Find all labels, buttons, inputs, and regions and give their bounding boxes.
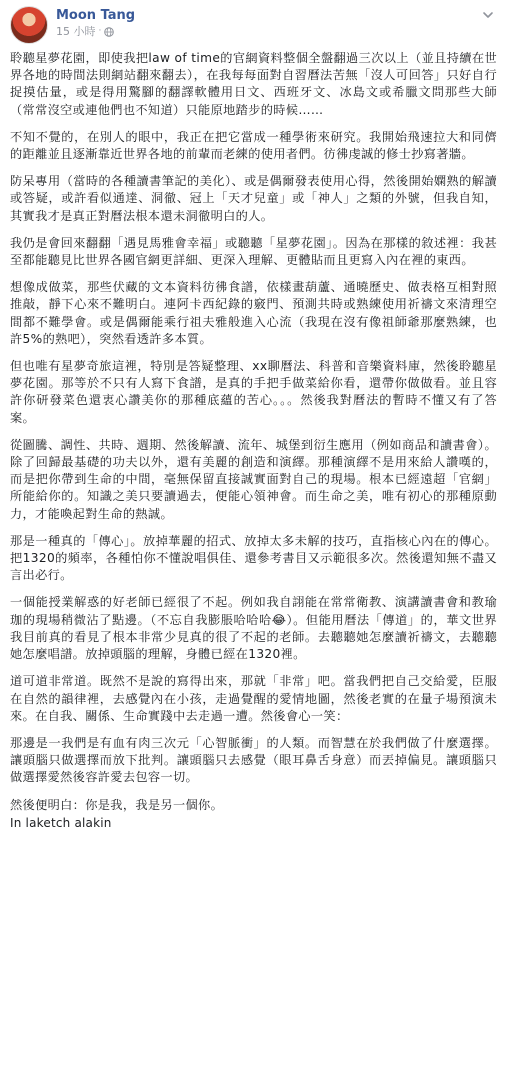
- post-paragraph: 那是一種真的「傳心」。放掉華麗的招式、放掉太多未解的技巧，直指核心內在的傳心。把1320的頻率，各種怕你不懂說唱俱佳、還參考書目又示範很多次。然後還知無不盡又言出必行。: [10, 533, 497, 583]
- avatar[interactable]: [10, 6, 48, 44]
- post-subline: [56, 24, 135, 39]
- post-meta: [56, 6, 135, 39]
- post-paragraph: 聆聽星夢花園，即使我把law of time的官網資料整個全盤翻過三次以上（並且持續在世界各地的時間法則網站翻來翻去），在我每每面對自習曆法苦無「沒人可回答」只好自行捉摸估量，或是得用驚腳的翻譯軟體用日文、西班牙文、冰島文或希臘文問那些大師（常常沒空或連他們也不知道）只能原地踏步的時候……: [10, 51, 497, 117]
- post-body: [10, 50, 497, 831]
- post-paragraph: 我仍是會回來翻翻「遇見馬雅會幸福」或聽聽「星夢花園」。因為在那樣的敘述裡：我甚至都能聽見比世界各國官網更詳細、更深入理解、更體貼而且更寫入內在裡的東西。: [10, 235, 497, 268]
- post-paragraph: 不知不覺的，在別人的眼中，我正在把它當成一種學術來研究。我開始飛速拉大和同儕的距離並且逐漸靠近世界各地的前輩而老練的使用者們。彷彿虔誠的修士抄寫著牆。: [10, 129, 497, 162]
- post-paragraph: 防呆專用（當時的各種讀書筆記的美化）、或是偶爾發表使用心得，然後開始嫻熟的解讀或答疑，或許看似通達、洞徹、冠上「天才兒童」或「神人」之類的外號，但我自知，其實我才是真正對曆法根本還未洞徹明白的人。: [10, 174, 497, 223]
- post-paragraph: 但也唯有星夢奇旅這裡，特別是答疑整理、xx聊曆法、科普和音樂資料庫，然後聆聽星夢花園。那等於不只有人寫下食譜，是真的手把手做菜給你看，還帶你做做看。並且容許你研發菜色還衷心讚美你的那種底蘊的苦心。。。然後我對曆法的暫時不懂又有了答案。: [10, 359, 497, 425]
- post-signoff: In laketch alakin: [10, 815, 112, 830]
- author-name[interactable]: Moon Tang: [56, 8, 136, 23]
- globe-icon[interactable]: [104, 27, 114, 37]
- post-paragraph: 從圖騰、調性、共時、週期、然後解讀、流年、城堡到衍生應用（例如商品和讀書會）。除了回歸最基礎的功夫以外，還有美麗的創造和演繹。那種演繹不是用來給人讚嘆的，而是把你帶到生命的中間，毫無保留直接誠實面對自己的現場。根本已經遠超「官網」所能給你的。知識之美只要讀過去，便能心領神會。而生命之美，唯有初心的那種原動力，才能喚起對生命的熱誠。: [10, 437, 497, 521]
- post-time[interactable]: 15 小時: [56, 25, 96, 38]
- chevron-down-icon[interactable]: [481, 8, 495, 22]
- post-paragraph: 道可道非常道。既然不是說的寫得出來，那就「非常」吧。當我們把自己交給愛，臣服在自然的韻律裡，去感覺內在小孩，走過覺醒的愛情地圖，然後老實的在量子場預演未來。在自我、關係、生命實踐中去走過一遭。然後會心一笑：: [10, 674, 497, 723]
- post-paragraph: 想像成做菜，那些伏藏的文本資料彷彿食譜，依樣畫葫蘆、通曉歷史、做表格互相對照推敲，靜下心來不難明白。連阿卡西紀錄的竅門、預測共時或熟練使用祈禱文來清理空間都不難學會。或是偶爾能乘行祖夫雅般進入心流（我現在沒有像祖師爺那麼熟練，也許5%的熟吧），突然看透許多本質。: [10, 280, 497, 346]
- post-paragraph: 那邊是一我們是有血有肉三次元「心智脈衝」的人類。而智慧在於我們做了什麼選擇。讓頭腦只做選擇而放下批判。讓頭腦只去感覺（眼耳鼻舌身意）而丟掉偏見。讓頭腦只做選擇愛然後容許愛去包容一切。: [10, 735, 497, 785]
- post-header: [10, 6, 499, 48]
- post-paragraph: 一個能授業解惑的好老師已經很了不起。例如我自詡能在常常衛教、演講讀書會和教瑜珈的現場稍微沾了點邊。（不忘自我膨脹哈哈哈😂）。但能用曆法「傳道」的，華文世界我目前真的看見了根本非常少見真的很了不起的老師。去聽聽她怎麼讀祈禱文，去聽聽她怎麼唱譜。放掉頭腦的理解，身體已經在1320裡。: [10, 595, 497, 662]
- separator-dot: ·: [98, 26, 102, 36]
- post-paragraph: 然後便明白：你是我，我是另一個你。: [10, 797, 224, 812]
